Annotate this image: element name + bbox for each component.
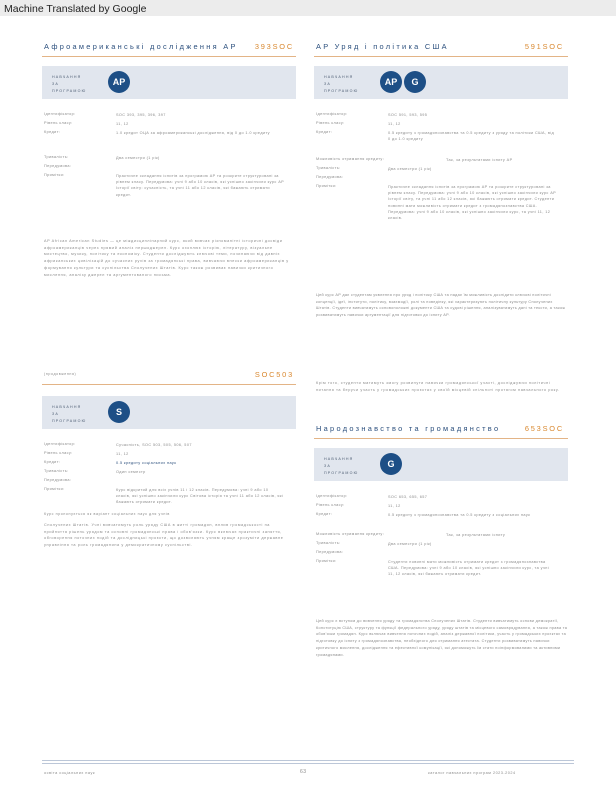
course-title-civics: Народознавство та громадянство: [316, 424, 501, 433]
meta-key: Тривалість:: [44, 155, 69, 159]
meta-value: 0.5 кредиту з громадянознавства та 0.5 кредиту з соціальних наук: [388, 513, 531, 517]
pathway-label: НАВЧАННЯ ЗА ПРОГРАМОЮ: [52, 75, 87, 93]
meta-key: Примітки:: [316, 559, 337, 563]
government-logo-icon: G: [380, 453, 402, 475]
pathway-band: [42, 396, 296, 429]
meta-key: Тривалість:: [44, 469, 69, 473]
meta-key: Ідентифікатор:: [316, 112, 348, 116]
meta-key: Примітки:: [44, 487, 65, 491]
footer-rule: [42, 763, 574, 764]
meta-key: Рівень класу:: [316, 121, 345, 125]
pathway-label: НАВЧАННЯ ЗА ПРОГРАМОЮ: [324, 75, 359, 93]
meta-key: Можливість отримання кредиту:: [316, 157, 385, 161]
meta-value: 0.5 кредиту з громадянознавства та 0.5 кредиту з уряду та політики США, від 0 до 1.0 кредиту: [388, 131, 555, 142]
meta-value: Курс відкритий для всіх учнів 11 і 12 класів. Передумова: учні 9 або 10 класів, які успішно закінчили курс Світова історія та учні 11 або 12 класів, які бажають отримати кредит.: [116, 488, 284, 505]
meta-value: Два семестри (1 рік): [116, 156, 160, 160]
meta-key: Тривалість:: [316, 541, 341, 545]
footer-right-text: каталог навчальних програм 2023-2024: [428, 771, 516, 775]
meta-value: SOC 393, 395, 396, 397: [116, 113, 166, 117]
course-title-ap-us-government: AP Уряд і політика США: [316, 42, 449, 51]
meta-key: Рівень класу:: [44, 451, 73, 455]
meta-key: Кредит:: [316, 130, 333, 134]
course-description: AP African American Studies — це міждисциплінарний курс, який вивчає різноманітні історичні досвіди афроамериканців через прямий аналіз першоджерел. Курс охоплює історію, літературу, візуальне мистецтво, музику, політику та економіку. Студенти досліджують ключові теми, починаючи від давніх африканських цивілізацій до сучасних рухів за громадянські права, вивчаючи внески афроамериканців у формування культури та суспільства Сполучених Штатів. Курс також розвиває навички критичного мислення, аналізу джерел та аргументованого письма.: [44, 239, 289, 277]
pathway-band: [42, 66, 296, 99]
meta-value: Так, за результатами іспиту AP: [446, 158, 513, 162]
meta-value: 1.0 кредит ОЦА за афроамериканські дослідження, від 0 до 1.0 кредиту: [116, 131, 270, 135]
meta-value: Практичне складання іспитів за програмою AP та розкрите структуровані за рівнем класу. Передумова: учні 9 або 10 класів, які успішно закінчили курс AP Історії світу: сучасність, та учні 11 або 12 класів, які бажають отримати кредит.: [116, 174, 284, 197]
pathway-label: НАВЧАННЯ ЗА ПРОГРАМОЮ: [324, 457, 359, 475]
course-description: Сполучених Штатів. Учні вивчатимуть роль уряду США в житті громадян, вплив громадськості на прийняття рішень урядом та основні громадянські права і обов'язки. Курс включає практичні заняття, обговорення поточних подій та дослідницькі проєкти, що дозволяють учням краще зрозуміти державне управління та роль громадянина у демократичному суспільстві.: [44, 523, 284, 548]
meta-value: Так, за результатами іспиту: [446, 533, 506, 537]
meta-key: Кредит:: [44, 460, 61, 464]
footer-left-text: освіта соціальних наук: [44, 771, 96, 775]
meta-value: Сучасність, SOC 503, 505, 506, 507: [116, 443, 192, 447]
meta-value: SOC 653, 655, 657: [388, 495, 428, 499]
meta-value: Студенти повинні мати можливість отримати кредит з громадянознавства США. Передумова: учні 9 або 10 класів, які успішно закінчили курс, та учні 11, 12 класів, які бажають отримати кредит.: [388, 560, 549, 577]
section-divider: [42, 384, 296, 385]
meta-value: 0.5 кредиту соціальних наук: [116, 461, 177, 465]
meta-key: Ідентифікатор:: [44, 112, 76, 116]
section-divider: [314, 438, 568, 439]
continued-label: (продовження): [44, 372, 77, 376]
meta-value: Практичне складання іспитів за програмою AP та розкрите структуровані за рівнем класу. Передумова: учні 9 або 10 класів, які успішно закінчили курс AP Історії світу, та учні 11 або 12 класів, які бажають отримати кредит. Студенти повинні мати можливість отримати кредит з громадянознавства США. Передумова: учні 9 або 10 класів, які успішно закінчили курс, та учні 11, 12 класів.: [388, 185, 556, 221]
meta-key: Примітки:: [44, 173, 65, 177]
meta-value: 11, 12: [388, 504, 401, 508]
meta-value: Два семестри (1 рік): [388, 542, 432, 546]
meta-key: Рівень класу:: [316, 503, 345, 507]
footer-rule: [42, 760, 574, 761]
meta-key: Кредит:: [316, 512, 333, 516]
course-code: 591SOC: [524, 42, 564, 51]
meta-key: Передумова:: [44, 478, 72, 482]
meta-key: Передумова:: [316, 175, 344, 179]
pathway-band: [314, 66, 568, 99]
meta-key: Примітки:: [316, 184, 337, 188]
page-number: 63: [300, 769, 307, 775]
course-code: SOC503: [254, 370, 294, 379]
section-divider: [314, 56, 568, 57]
paragraph-heading: Курс пропонується як варіант соціальних наук для учнів: [44, 512, 170, 516]
meta-value: Один семестр: [116, 470, 146, 474]
government-logo-icon: G: [404, 71, 426, 93]
section-divider: [42, 56, 296, 57]
meta-key: Рівень класу:: [44, 121, 73, 125]
meta-key: Кредит:: [44, 130, 61, 134]
ap-logo-icon: AP: [108, 71, 130, 93]
pathway-label: НАВЧАННЯ ЗА ПРОГРАМОЮ: [52, 405, 87, 423]
course-code: 653SOC: [524, 424, 564, 433]
meta-value: 11, 12: [116, 452, 129, 456]
course-description-continued: Крім того, студенти матимуть змогу розвинути навички громадянської участі, досліджуючи політичні питання та беручи участь у громадських проєктах у своїй місцевій спільноті протягом навчального року.: [316, 381, 560, 392]
meta-key: Ідентифікатор:: [316, 494, 348, 498]
meta-key: Ідентифікатор:: [44, 442, 76, 446]
meta-value: Два семестри (1 рік): [388, 167, 432, 171]
pathway-band: [314, 448, 568, 481]
course-description: Цей курс AP дає студентам уявлення про уряд і політику США та надає їм можливість дослідити ключові політичні концепції, ідеї, інститути, політику, взаємодії, ролі та поведінку, які характеризують політичну культуру Сполучених Штатів. Студенти вивчатимуть основоположні документи США та судові рішення, аналізуватимуть дані та тексти, а також розвиватимуть навички аргументації для підготовки до іспиту AP.: [316, 293, 566, 318]
course-title-ap-african-american: Афроамериканські дослідження АР: [44, 42, 238, 51]
social-studies-logo-icon: S: [108, 401, 130, 423]
course-code: 393SOC: [254, 42, 294, 51]
meta-key: Можливість отримання кредиту:: [316, 532, 385, 536]
meta-value: 11, 12: [116, 122, 129, 126]
machine-translated-banner: Machine Translated by Google: [0, 0, 616, 16]
course-description: Цей курс є вступом до вивчення уряду та громадянства Сполучених Штатів. Студенти вивчатимуть основи демократії, Конституцію США, структуру та функції федерального уряду, уряду штатів та місцевого самоврядування, а також права та обов'язки громадян. Курс включає вивчення поточних подій, аналіз державної політики, участь у громадських проєктах та підготовку до іспиту з громадянознавства, необхідного для отримання атестата. Студенти розвиватимуть навички критичного мислення, дослідження та ефективної комунікації, які допоможуть їм стати поінформованими та активними громадянами.: [316, 619, 568, 657]
ap-logo-icon: AP: [380, 71, 402, 93]
meta-key: Передумова:: [316, 550, 344, 554]
meta-value: 11, 12: [388, 122, 401, 126]
meta-key: Передумова:: [44, 164, 72, 168]
meta-key: Тривалість:: [316, 166, 341, 170]
meta-value: SOC 591, 593, 595: [388, 113, 428, 117]
